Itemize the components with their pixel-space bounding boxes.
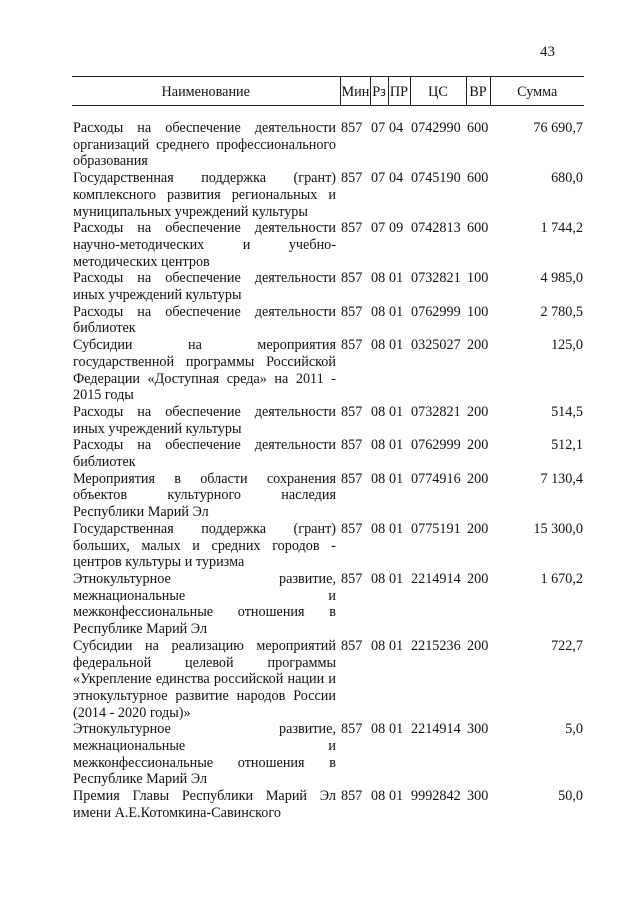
cell-rz: 08 — [371, 520, 386, 537]
cell-vr: 200 — [467, 337, 489, 354]
cell-rz: 08 — [371, 570, 386, 587]
cell-rz: 07 — [371, 170, 386, 187]
cell-name: Расходы на обеспечение деятельности научно-методических и учебно-методических центров — [73, 220, 336, 270]
cell-rz: 08 — [371, 437, 386, 454]
cell-name: Государственная поддержка (грант) комплексного развития региональных и муниципальных учреждений культуры — [73, 170, 336, 220]
cell-name: Расходы на обеспечение деятельности библиотек — [73, 303, 336, 337]
cell-cs: 0762999 — [411, 303, 461, 320]
header-pr: ПР — [388, 77, 410, 106]
cell-name: Премия Главы Республики Марий Эл имени А.Е.Котомкина-Савинского — [73, 788, 336, 821]
cell-cs: 0745190 — [411, 170, 461, 187]
cell-pr: 01 — [389, 303, 404, 320]
cell-name: Мероприятия в области сохранения объектов культурного наследия Республики Марий Эл — [73, 470, 336, 521]
header-sum: Сумма — [490, 77, 584, 106]
cell-name: Этнокультурное развитие, межнациональные и межконфессиональные отношения в Республике Марий Эл — [73, 721, 336, 788]
cell-cs: 2214914 — [411, 721, 461, 738]
cell-pr: 01 — [389, 520, 404, 537]
cell-sum: 7 130,4 — [540, 470, 583, 487]
cell-rz: 08 — [371, 637, 386, 654]
cell-name: Расходы на обеспечение деятельности иных учреждений культуры — [73, 270, 336, 304]
cell-rz: 08 — [371, 337, 386, 354]
cell-rz: 08 — [371, 403, 386, 420]
cell-min: 857 — [341, 721, 363, 738]
cell-vr: 600 — [467, 170, 489, 187]
cell-cs: 0775191 — [411, 520, 461, 537]
cell-cs: 2215236 — [411, 637, 461, 654]
cell-cs: 2214914 — [411, 570, 461, 587]
cell-cs: 0732821 — [411, 270, 461, 287]
cell-vr: 100 — [467, 270, 489, 287]
cell-pr: 01 — [389, 637, 404, 654]
cell-vr: 600 — [467, 220, 489, 237]
cell-vr: 300 — [467, 721, 489, 738]
cell-pr: 01 — [389, 403, 404, 420]
cell-pr: 01 — [389, 270, 404, 287]
cell-sum: 680,0 — [551, 170, 583, 187]
cell-min: 857 — [341, 403, 363, 420]
cell-sum: 512,1 — [551, 437, 583, 454]
table-row — [72, 120, 584, 170]
cell-cs: 0742990 — [411, 120, 461, 136]
cell-pr: 04 — [389, 170, 404, 187]
cell-pr: 04 — [389, 120, 404, 136]
page-number: 43 — [540, 44, 555, 60]
table-row — [72, 220, 584, 270]
table-row — [72, 404, 584, 437]
cell-pr: 01 — [389, 337, 404, 354]
table-body — [72, 106, 584, 822]
table-row — [72, 270, 584, 303]
cell-vr: 600 — [467, 120, 489, 136]
cell-sum: 50,0 — [558, 788, 583, 805]
cell-min: 857 — [341, 470, 363, 487]
cell-sum: 2 780,5 — [540, 303, 583, 320]
cell-sum: 15 300,0 — [533, 520, 583, 537]
table-row — [72, 638, 584, 722]
cell-min: 857 — [341, 437, 363, 454]
cell-pr: 01 — [389, 721, 404, 738]
cell-sum: 76 690,7 — [533, 120, 583, 136]
cell-min: 857 — [341, 637, 363, 654]
header-vr: ВР — [466, 77, 490, 106]
cell-pr: 01 — [389, 788, 404, 805]
cell-cs: 0325027 — [411, 337, 461, 354]
header-rz: Рз — [370, 77, 388, 106]
table-row — [72, 788, 584, 821]
cell-sum: 1 670,2 — [540, 570, 583, 587]
cell-rz: 08 — [371, 270, 386, 287]
cell-cs: 9992842 — [411, 788, 461, 805]
cell-name: Расходы на обеспечение деятельности библиотек — [73, 437, 336, 471]
cell-sum: 5,0 — [565, 721, 583, 738]
cell-min: 857 — [341, 570, 363, 587]
cell-cs: 0762999 — [411, 437, 461, 454]
table-row — [72, 304, 584, 337]
budget-table — [72, 76, 584, 822]
cell-name: Расходы на обеспечение деятельности иных учреждений культуры — [73, 403, 336, 437]
header-min: Мин — [340, 77, 370, 106]
cell-rz: 08 — [371, 470, 386, 487]
cell-vr: 200 — [467, 437, 489, 454]
cell-pr: 09 — [389, 220, 404, 237]
cell-name: Этнокультурное развитие, межнациональные и межконфессиональные отношения в Республике Марий Эл — [73, 570, 336, 638]
cell-vr: 200 — [467, 520, 489, 537]
cell-name: Государственная поддержка (грант) больших, малых и средних городов - центров культуры и туризма — [73, 520, 336, 571]
table-row — [72, 471, 584, 521]
cell-cs: 0742813 — [411, 220, 461, 237]
cell-rz: 08 — [371, 788, 386, 805]
cell-rz: 08 — [371, 721, 386, 738]
cell-name: Расходы на обеспечение деятельности организаций среднего профессионального образования — [73, 120, 336, 170]
header-cs: ЦС — [410, 77, 466, 106]
cell-name: Субсидии на мероприятия государственной программы Российской Федерации «Доступная среда» на 2011 - 2015 годы — [73, 337, 336, 404]
cell-vr: 200 — [467, 637, 489, 654]
cell-min: 857 — [341, 303, 363, 320]
table-row — [72, 571, 584, 638]
cell-name: Субсидии на реализацию мероприятий федеральной целевой программы «Укрепление единства российской нации и этнокультурное развитие народов России (2014 - 2020 годы)» — [73, 637, 336, 721]
cell-rz: 07 — [371, 220, 386, 237]
cell-min: 857 — [341, 170, 363, 187]
table-row — [72, 437, 584, 470]
cell-sum: 1 744,2 — [540, 220, 583, 237]
cell-min: 857 — [341, 788, 363, 805]
cell-min: 857 — [341, 520, 363, 537]
table-row — [72, 721, 584, 788]
cell-sum: 514,5 — [551, 403, 583, 420]
cell-sum: 722,7 — [551, 637, 583, 654]
cell-pr: 01 — [389, 470, 404, 487]
cell-sum: 4 985,0 — [540, 270, 583, 287]
cell-min: 857 — [341, 220, 363, 237]
cell-vr: 200 — [467, 570, 489, 587]
cell-vr: 300 — [467, 788, 489, 805]
cell-rz: 07 — [371, 120, 386, 136]
cell-cs: 0732821 — [411, 403, 461, 420]
header-name: Наименование — [72, 77, 340, 106]
cell-min: 857 — [341, 270, 363, 287]
cell-cs: 0774916 — [411, 470, 461, 487]
cell-pr: 01 — [389, 437, 404, 454]
cell-rz: 08 — [371, 303, 386, 320]
cell-vr: 200 — [467, 470, 489, 487]
table-row — [72, 337, 584, 404]
table-row — [72, 521, 584, 571]
table-header — [72, 77, 584, 106]
cell-sum: 125,0 — [551, 337, 583, 354]
table-row — [72, 170, 584, 220]
cell-vr: 100 — [467, 303, 489, 320]
cell-vr: 200 — [467, 403, 489, 420]
cell-min: 857 — [341, 337, 363, 354]
cell-pr: 01 — [389, 570, 404, 587]
cell-min: 857 — [341, 120, 363, 136]
